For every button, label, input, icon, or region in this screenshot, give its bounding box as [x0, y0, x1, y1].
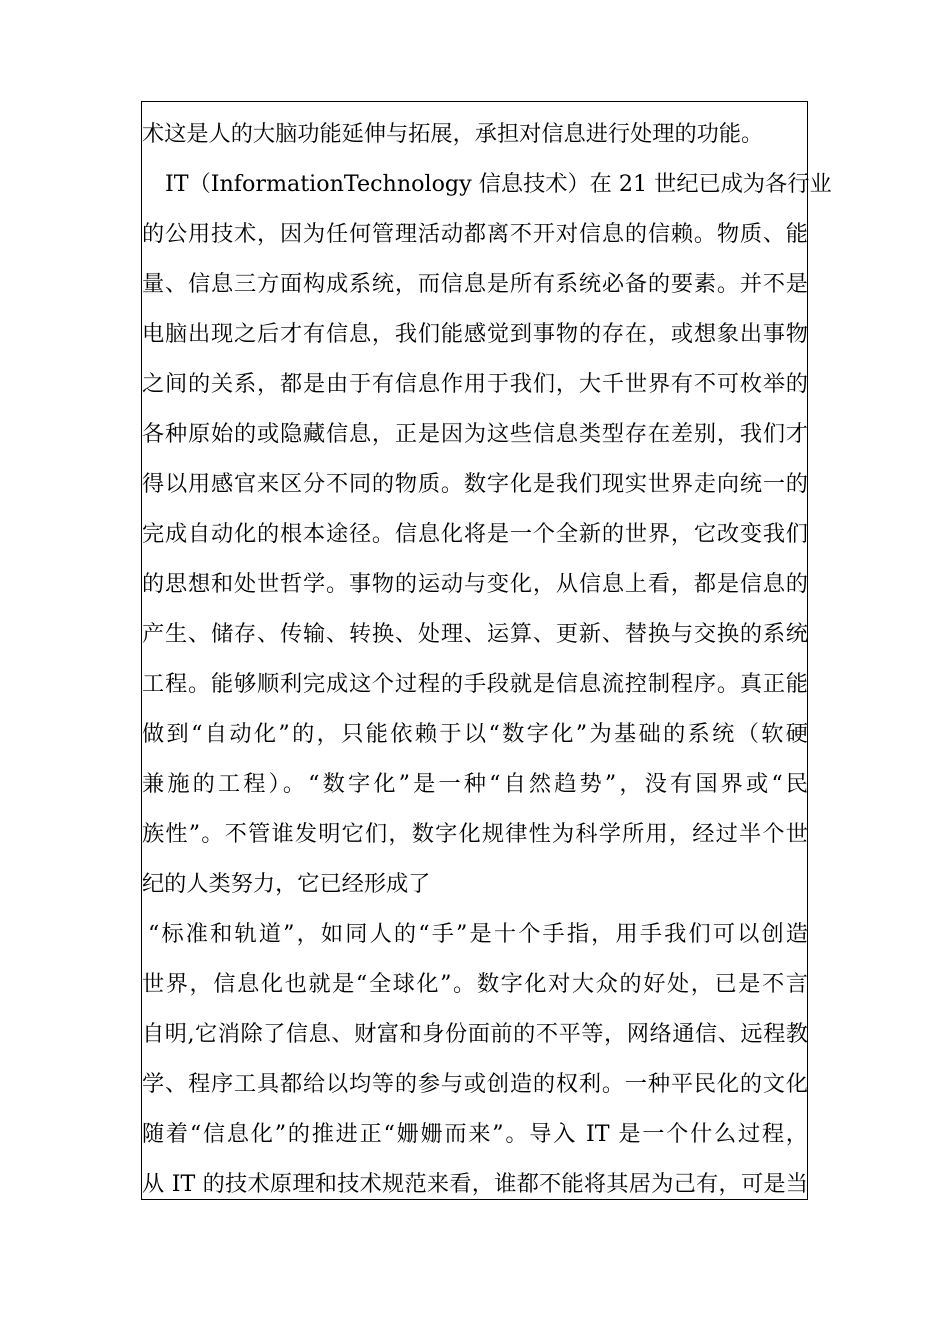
text-line: 完成自动化的根本途径。信息化将是一个全新的世界，它改变我们 — [142, 521, 808, 547]
text-line: 纪的人类努力，它已经形成了 — [142, 871, 431, 897]
text-line: 世界，信息化也就是“全球化”。数字化对大众的好处，已是不言 — [142, 971, 808, 997]
text-line: 做到“自动化”的，只能依赖于以“数字化”为基础的系统（软硬 — [142, 721, 808, 747]
text-line: 工程。能够顺利完成这个过程的手段就是信息流控制程序。真正能 — [142, 671, 808, 697]
text-line: 得以用感官来区分不同的物质。数字化是我们现实世界走向统一的 — [142, 471, 808, 497]
text-line: 族性”。不管谁发明它们，数字化规律性为科学所用，经过半个世 — [142, 821, 808, 847]
text-line: 随着“信息化”的推进正“姗姗而来”。导入 IT 是一个什么过程， — [142, 1121, 808, 1147]
text-line: “标准和轨道”，如同人的“手”是十个手指，用手我们可以创造 — [148, 921, 808, 947]
text-line: 自明,它消除了信息、财富和身份面前的不平等，网络通信、远程教 — [142, 1021, 808, 1047]
text-line: 的思想和处世哲学。事物的运动与变化，从信息上看，都是信息的 — [142, 571, 808, 597]
text-line: 兼施的工程）。“数字化”是一种“自然趋势”，没有国界或“民 — [142, 771, 808, 797]
text-line: 术这是人的大脑功能延伸与拓展，承担对信息进行处理的功能。 — [142, 121, 764, 147]
text-line: 电脑出现之后才有信息，我们能感觉到事物的存在，或想象出事物 — [142, 321, 808, 347]
text-line: 之间的关系，都是由于有信息作用于我们，大千世界有不可枚举的 — [142, 371, 808, 397]
text-line: IT（InformationTechnology 信息技术）在 21 世纪已成为各行业 — [165, 171, 832, 197]
text-line: 各种原始的或隐藏信息，正是因为这些信息类型存在差别，我们才 — [142, 421, 808, 447]
text-line: 的公用技术，因为任何管理活动都离不开对信息的信赖。物质、能 — [142, 221, 808, 247]
text-line: 从 IT 的技术原理和技术规范来看，谁都不能将其居为己有，可是当 — [142, 1171, 808, 1197]
text-line: 学、程序工具都给以均等的参与或创造的权利。一种平民化的文化 — [142, 1071, 808, 1097]
text-line: 产生、储存、传输、转换、处理、运算、更新、替换与交换的系统 — [142, 621, 808, 647]
text-line: 量、信息三方面构成系统，而信息是所有系统必备的要素。并不是 — [142, 271, 808, 297]
